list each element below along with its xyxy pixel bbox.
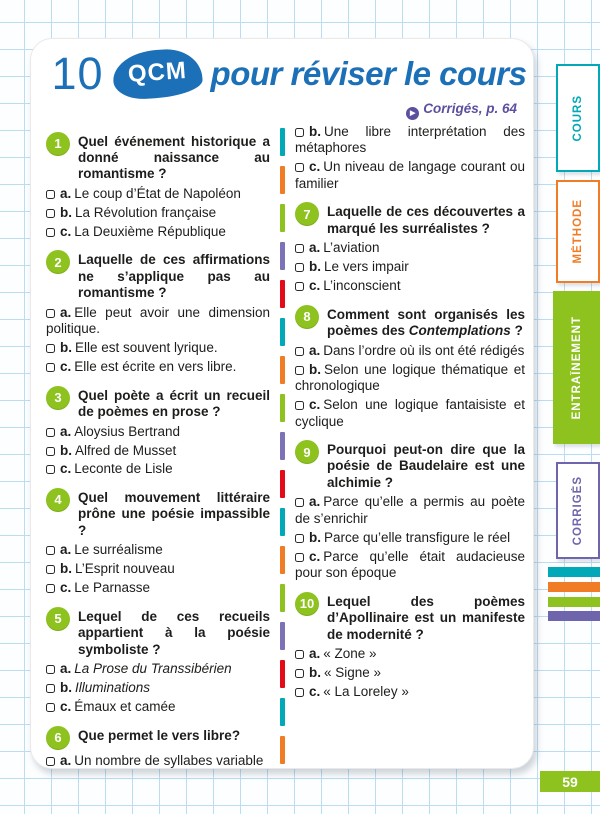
- question-number-badge: 2: [46, 250, 70, 274]
- question-10: [295, 591, 525, 643]
- divider-segment: [280, 698, 285, 726]
- question-5-option-b: [46, 680, 270, 696]
- checkbox-icon[interactable]: [46, 565, 55, 574]
- color-strip-orange: [548, 582, 600, 592]
- checkbox-icon[interactable]: [295, 366, 304, 375]
- option-text: Le Parnasse: [74, 580, 151, 596]
- checkbox-icon[interactable]: [46, 703, 55, 712]
- checkbox-icon[interactable]: [46, 447, 55, 456]
- question-1: [46, 131, 270, 183]
- question-text: Que permet le vers libre?: [78, 727, 241, 743]
- checkbox-icon[interactable]: [295, 498, 304, 507]
- question-1-option-a: [46, 186, 270, 202]
- option-text: Le vers impair: [324, 259, 409, 275]
- divider-segment: [280, 242, 285, 270]
- option-text: Un nombre de syllabes variable: [74, 752, 264, 768]
- page-header: [31, 39, 533, 100]
- question-5-option-c: [46, 699, 270, 715]
- tab-label: ENTRAÎNEMENT: [570, 315, 583, 420]
- sidebar-tab-corriges[interactable]: [556, 462, 600, 559]
- question-6-option-c: [295, 159, 525, 192]
- divider-segment: [280, 470, 285, 498]
- question-text: Quel événement historique a donné naissance au romantisme ?: [78, 133, 270, 182]
- option-letter: a.: [60, 542, 72, 558]
- option-text: Elle est écrite en vers libre.: [74, 359, 237, 375]
- option-letter: c.: [309, 684, 321, 700]
- option-text: Leconte de Lisle: [74, 461, 173, 477]
- question-text: Lequel des poèmes d’Apollinaire est un manifeste de modernité ?: [327, 593, 525, 642]
- option-letter: a.: [60, 304, 72, 320]
- option-text: La Révolution française: [75, 204, 217, 220]
- option-text: Parce qu’elle transfigure le réel: [324, 529, 511, 545]
- question-1-option-b: [46, 205, 270, 221]
- question-text: Quel poète a écrit un recueil de poèmes en prose ?: [78, 387, 270, 420]
- corriges-reference[interactable]: [31, 100, 533, 120]
- color-strip-teal: [548, 567, 600, 577]
- option-letter: b.: [60, 561, 72, 577]
- option-text: Dans l’ordre où ils ont été rédigés: [323, 342, 525, 358]
- checkbox-icon[interactable]: [295, 128, 304, 137]
- option-letter: b.: [309, 529, 321, 545]
- option-text: « Zone »: [323, 646, 377, 662]
- option-letter: a.: [60, 423, 72, 439]
- option-letter: b.: [309, 124, 321, 139]
- question-number-badge: 9: [295, 440, 319, 464]
- checkbox-icon[interactable]: [295, 282, 304, 291]
- option-text: Aloysius Bertrand: [74, 423, 181, 439]
- option-text: L’inconscient: [323, 278, 401, 294]
- option-text: Parce qu’elle était audacieuse pour son époque: [295, 548, 525, 581]
- option-letter: a.: [60, 661, 72, 677]
- option-text: Selon une logique fantaisiste et cyclique: [295, 397, 525, 429]
- option-letter: b.: [60, 680, 72, 696]
- option-letter: c.: [60, 359, 72, 375]
- option-text: La Deuxième République: [74, 223, 226, 239]
- question-10-option-a: [295, 646, 525, 662]
- option-letter: b.: [309, 361, 321, 377]
- option-text: La Prose du Transsibérien: [74, 661, 232, 677]
- option-text: « Signe »: [324, 665, 382, 681]
- question-8-option-c: [295, 397, 525, 430]
- checkbox-icon[interactable]: [46, 684, 55, 693]
- option-text: Un niveau de langage courant ou familier: [295, 159, 525, 191]
- checkbox-icon[interactable]: [295, 347, 304, 356]
- option-letter: b.: [309, 259, 321, 275]
- divider-segment: [280, 622, 285, 650]
- question-text: [327, 304, 525, 340]
- qcm-count: 10: [51, 48, 104, 99]
- option-letter: c.: [309, 159, 321, 175]
- question-text: Lequel de ces recueils appartient à la poésie symboliste ?: [78, 608, 270, 657]
- question-3: [46, 385, 270, 421]
- question-text: Pourquoi peut-on dire que la poésie de Baudelaire est une alchimie ?: [327, 442, 525, 490]
- color-strip-green: [548, 597, 600, 607]
- divider-segment: [280, 508, 285, 536]
- checkbox-icon[interactable]: [46, 209, 55, 218]
- option-letter: a.: [60, 752, 72, 768]
- question-number-badge: 1: [46, 132, 70, 156]
- divider-segment: [280, 128, 285, 156]
- corriges-link-text: Corrigés, p. 64: [423, 101, 517, 116]
- question-number-badge: 3: [46, 386, 70, 410]
- question-2-option-b: [46, 340, 270, 356]
- checkbox-icon[interactable]: [46, 309, 55, 318]
- option-letter: c.: [309, 548, 321, 564]
- checkbox-icon[interactable]: [46, 584, 55, 593]
- question-2: [46, 249, 270, 301]
- checkbox-icon[interactable]: [46, 428, 55, 437]
- checkbox-icon[interactable]: [46, 190, 55, 199]
- color-strip-purple: [548, 611, 600, 621]
- question-2-option-a: [46, 305, 270, 338]
- divider-segment: [280, 432, 285, 460]
- divider-segment: [280, 394, 285, 422]
- checkbox-icon[interactable]: [295, 263, 304, 272]
- option-letter: b.: [60, 442, 72, 458]
- question-9-option-b: [295, 530, 525, 546]
- option-letter: c.: [60, 223, 72, 239]
- question-7: [295, 201, 525, 237]
- question-10-option-b: [295, 665, 525, 681]
- question-4-option-c: [46, 580, 270, 596]
- divider-segment: [280, 204, 285, 232]
- option-text: Elle est souvent lyrique.: [75, 340, 218, 356]
- question-number-badge: 7: [295, 202, 319, 226]
- question-5: [46, 606, 270, 658]
- question-text-part: ?: [510, 323, 523, 339]
- page-number: 59: [562, 773, 578, 790]
- option-text: Illuminations: [75, 680, 151, 696]
- question-5-option-a: [46, 661, 270, 677]
- option-letter: c.: [60, 699, 72, 715]
- divider-segment: [280, 546, 285, 574]
- divider-segment: [280, 660, 285, 688]
- option-text: Parce qu’elle a permis au poète de s’enrichir: [295, 494, 525, 526]
- option-text: L’aviation: [323, 240, 380, 256]
- option-text: L’Esprit nouveau: [75, 561, 175, 577]
- page-number-badge: [540, 771, 600, 792]
- divider-segment: [280, 318, 285, 346]
- question-9-option-a: [295, 494, 525, 527]
- sidebar-tab-cours[interactable]: [556, 64, 600, 172]
- qcm-badge: QCM: [111, 47, 203, 101]
- question-4-option-b: [46, 561, 270, 577]
- question-7-option-a: [295, 240, 525, 256]
- question-9-option-c: [295, 549, 525, 582]
- tab-label: MÉTHODE: [572, 199, 584, 264]
- option-text: Selon une logique thématique et chronologique: [295, 361, 525, 394]
- question-3-option-a: [46, 424, 270, 440]
- option-letter: a.: [309, 646, 321, 662]
- page-title: pour réviser le cours: [210, 55, 527, 92]
- option-text: Alfred de Musset: [75, 442, 177, 458]
- question-number-badge: 4: [46, 488, 70, 512]
- checkbox-icon[interactable]: [46, 465, 55, 474]
- question-6-option-a: [46, 753, 270, 769]
- checkbox-icon[interactable]: [46, 363, 55, 372]
- question-7-option-b: [295, 259, 525, 275]
- question-2-option-c: [46, 359, 270, 375]
- option-text: Le coup d’État de Napoléon: [74, 185, 241, 201]
- option-text: Elle peut avoir une dimension politique.: [46, 304, 270, 337]
- option-letter: a.: [60, 185, 72, 201]
- question-columns: [31, 120, 533, 770]
- option-text: Une libre interprétation des métaphores: [295, 124, 525, 156]
- question-8-option-b: [295, 362, 525, 395]
- column-divider: [280, 128, 285, 770]
- question-4: [46, 487, 270, 539]
- divider-segment: [280, 584, 285, 612]
- option-letter: c.: [309, 278, 321, 294]
- option-letter: b.: [60, 204, 72, 220]
- checkbox-icon[interactable]: [295, 669, 304, 678]
- option-letter: b.: [60, 340, 72, 356]
- tab-label: COURS: [572, 94, 584, 142]
- question-1-option-c: [46, 224, 270, 240]
- question-3-option-b: [46, 443, 270, 459]
- question-9: [295, 439, 525, 491]
- divider-segment: [280, 166, 285, 194]
- question-number-badge: 8: [295, 305, 319, 329]
- option-letter: c.: [60, 461, 72, 477]
- question-7-option-c: [295, 278, 525, 294]
- question-6-option-b: [295, 124, 525, 157]
- sidebar-tab-methode[interactable]: [556, 180, 600, 283]
- checkbox-icon[interactable]: [46, 344, 55, 353]
- divider-segment: [280, 280, 285, 308]
- question-6: [46, 725, 270, 750]
- right-column: [295, 122, 525, 770]
- question-8: [295, 304, 525, 340]
- checkbox-icon[interactable]: [46, 665, 55, 674]
- question-text: Quel mouvement littéraire prône une poésie impassible ?: [78, 489, 270, 538]
- checkbox-icon[interactable]: [295, 650, 304, 659]
- question-10-option-c: [295, 684, 525, 700]
- question-text: Laquelle de ces découvertes a marqué les surréalistes ?: [327, 204, 525, 236]
- question-number-badge: 6: [46, 726, 70, 750]
- checkbox-icon[interactable]: [46, 228, 55, 237]
- question-number-badge: 5: [46, 607, 70, 631]
- question-number-badge: 10: [295, 592, 319, 616]
- option-letter: c.: [309, 397, 321, 413]
- checkbox-icon[interactable]: [46, 757, 55, 766]
- tab-label: CORRIGÉS: [572, 475, 584, 546]
- play-icon: ▶: [406, 107, 419, 120]
- question-text-italic: Contemplations: [408, 323, 511, 339]
- checkbox-icon[interactable]: [295, 401, 304, 410]
- option-letter: a.: [309, 240, 321, 256]
- checkbox-icon[interactable]: [295, 688, 304, 697]
- checkbox-icon[interactable]: [295, 553, 304, 562]
- checkbox-icon[interactable]: [295, 244, 304, 253]
- question-4-option-a: [46, 542, 270, 558]
- divider-segment: [280, 736, 285, 764]
- option-text: Le surréalisme: [74, 542, 163, 558]
- question-text-part: Comment sont organisés les poèmes des: [327, 306, 525, 339]
- sidebar-tab-entrainement[interactable]: [553, 291, 600, 444]
- option-letter: c.: [60, 580, 72, 596]
- content-card: [30, 38, 534, 769]
- checkbox-icon[interactable]: [46, 546, 55, 555]
- question-text: Laquelle de ces affirmations ne s’applique pas au romantisme ?: [78, 252, 270, 301]
- option-text: « La Loreley »: [323, 684, 409, 700]
- option-letter: b.: [309, 665, 321, 681]
- question-3-option-c: [46, 461, 270, 477]
- option-text: Émaux et camée: [74, 699, 176, 715]
- option-letter: a.: [309, 494, 321, 510]
- checkbox-icon[interactable]: [295, 534, 304, 543]
- left-column: [46, 122, 270, 770]
- question-8-option-a: [295, 343, 525, 359]
- checkbox-icon[interactable]: [295, 163, 304, 172]
- option-letter: a.: [309, 342, 321, 358]
- divider-segment: [280, 356, 285, 384]
